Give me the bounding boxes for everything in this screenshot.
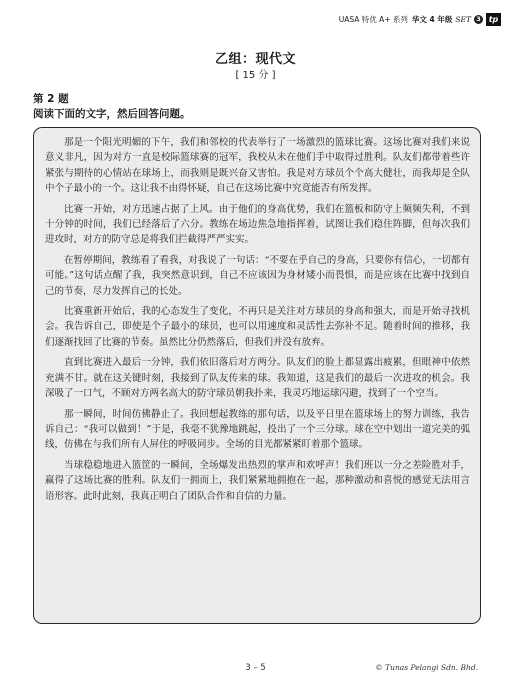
- question-instruction: 阅读下面的文字，然后回答问题。: [33, 108, 191, 120]
- set-label: SET: [455, 14, 471, 24]
- subject-grade-label: 华文 4 年级: [411, 14, 453, 24]
- copyright-notice: © Tunas Pelangi Sdn. Bhd.: [375, 663, 478, 672]
- page-header: [339, 12, 501, 26]
- publisher-logo: tp: [486, 13, 501, 26]
- reading-passage: [33, 127, 481, 624]
- page-number: 3 – 5: [245, 663, 266, 673]
- question-number: 第 2 题: [33, 93, 69, 105]
- section-marks: [ 15 分 ]: [235, 70, 276, 81]
- passage-paragraph-2: 比赛一开始，对方迅速占据了上风。由于他们的身高优势，我们在篮板和防守上频频失利，不到十分钟的时间，我们已经落后了六分。教练在场边焦急地指挥着，试图让我们稳住阵脚，但每次我们进攻时，对方的防守总是将我们拦截得严严实实。: [45, 203, 470, 246]
- passage-paragraph-4: 比赛重新开始后，我的心态发生了变化，不再只是关注对方球员的身高和强大，而是开始寻找机会。我告诉自己，即使是个子最小的球员，也可以用速度和灵活性去弥补不足。随着时间的推移，我们逐渐找回了比赛的节奏。虽然比分仍然落后，但我们并没有放弃。: [45, 306, 470, 348]
- passage-paragraph-1: 那是一个阳光明媚的下午，我们和邻校的代表举行了一场激烈的篮球比赛。这场比赛对我们来说意义非凡，因为对方一直是校际篮球赛的冠军，我校从未在他们手中取得过胜利。队友们都带着些许紧张与期待的心情站在球场上，而我则是既兴奋又害怕。我是对方球员个个高大健壮，而我却是全队中个子最小的一个。这让我不由得怀疑，自己在这场比赛中究竟能否有所发挥。: [45, 137, 470, 195]
- passage-paragraph-3: 在暂停期间，教练看了看我，对我说了一句话：“不要在乎自己的身高，只要你有信心，一切都有可能。”这句话点醒了我，我突然意识到，自己不应该因为身材矮小而畏惧，而是应该在比赛中找到自己的节奏，尽力发挥自己的长处。: [45, 254, 470, 297]
- passage-paragraph-6: 那一瞬间，时间仿佛静止了。我回想起教练的那句话，以及平日里在篮球场上的努力训练，我告诉自己：“我可以做到！”于是，我毫不犹豫地跳起，投出了一个三分球。球在空中划出一道完美的弧线，仿佛在与我们所有人屏住的呼吸同步。全场的目光都紧紧盯着那个篮球。: [45, 408, 470, 451]
- passage-paragraph-5: 直到比赛进入最后一分钟，我们依旧落后对方两分。队友们的脸上都显露出疲累，但眼神中依然充满不甘。就在这关键时刻，我接到了队友传来的球。我知道，这是我们的最后一次进攻的机会。我深吸了一口气，不顾对方两名高大的防守球员朝我扑来，我灵巧地运球闪避，找到了一个空当。: [45, 357, 470, 400]
- section-title: 乙组：现代文: [214, 52, 296, 67]
- passage-paragraph-7: 当球稳稳地进入篮筐的一瞬间，全场爆发出热烈的掌声和欢呼声！我们班以一分之差险胜对手，赢得了这场比赛的胜利。队友们一拥而上，我们紧紧地拥抱在一起，那种激动和喜悦的感觉无法用言语形容。此时此刻，我真正明白了团队合作和自信的力量。: [45, 459, 470, 502]
- set-number-badge: 3: [474, 15, 483, 24]
- book-series-label: UASA 特优 A+ 系列: [338, 14, 408, 24]
